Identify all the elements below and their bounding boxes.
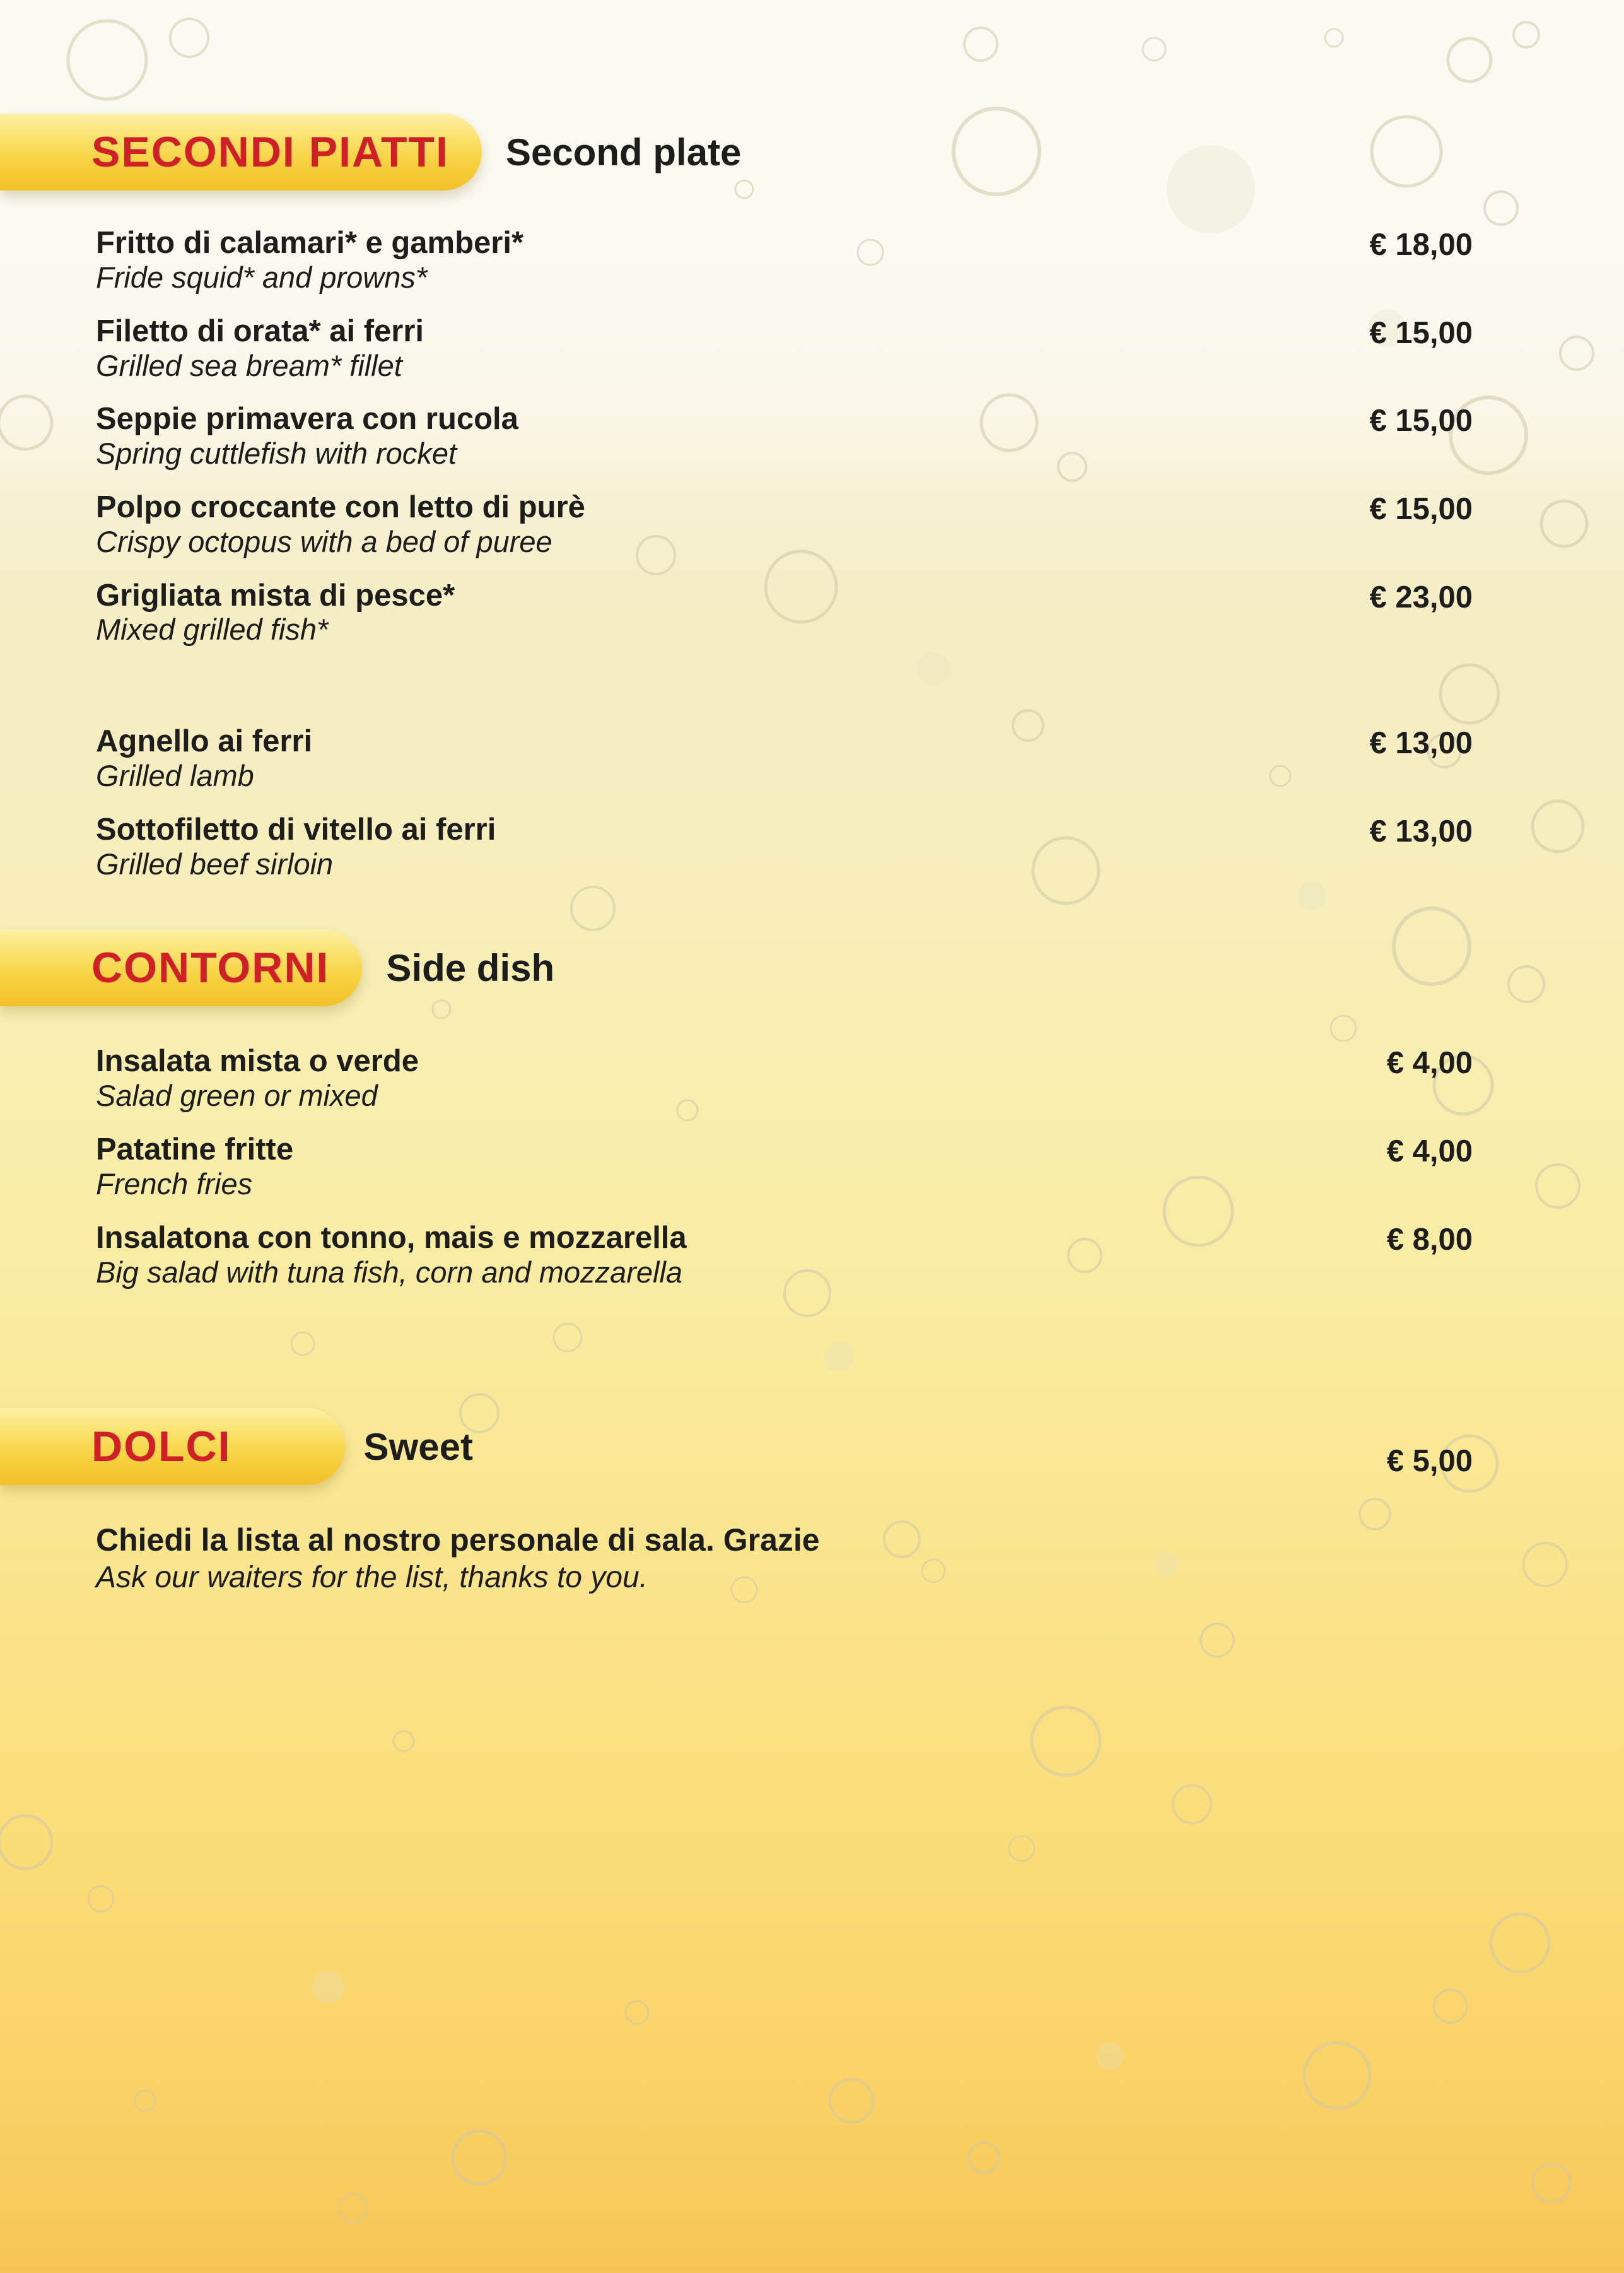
section-header-secondi-piatti: [0, 114, 1624, 191]
section-banner: [0, 1408, 345, 1485]
dish-name-en: Salad green or mixed: [96, 1079, 378, 1113]
dish-item: [96, 227, 1624, 294]
section-title-en: Sweet: [363, 1425, 473, 1468]
dish-name-it: Fritto di calamari* e gamberi*: [96, 226, 524, 260]
dish-name-it: Filetto di orata* ai ferri: [96, 314, 424, 348]
section-title-it: CONTORNI: [91, 944, 330, 992]
dish-item: [96, 491, 1624, 558]
dolci-price: € 5,00: [1386, 1444, 1473, 1479]
dish-list-contorni: [0, 1045, 1624, 1288]
dish-name-it: Insalatona con tonno, mais e mozzarella: [96, 1220, 687, 1255]
dish-list-secondi-piatti: [0, 227, 1624, 880]
dish-price: € 13,00: [1369, 814, 1473, 849]
dish-item: [96, 725, 1624, 792]
dish-price: € 15,00: [1369, 404, 1473, 438]
dish-name-en: Mixed grilled fish*: [96, 613, 329, 647]
dish-name-it: Grigliata mista di pesce*: [96, 578, 455, 613]
dish-name-it: Sottofiletto di vitello ai ferri: [96, 812, 496, 847]
dish-name-en: Crispy octopus with a bed of puree: [96, 524, 552, 558]
dish-name-en: Grilled lamb: [96, 759, 254, 793]
note-it: Chiedi la lista al nostro personale di sala. Grazie: [96, 1522, 820, 1558]
section-header-dolci: [0, 1408, 1624, 1485]
dish-item: [96, 580, 1624, 647]
section-header-contorni: [0, 929, 1624, 1006]
dish-item: [96, 814, 1624, 881]
dish-price: € 4,00: [1386, 1046, 1473, 1081]
dish-item: [96, 1045, 1624, 1112]
dish-price: € 18,00: [1369, 228, 1473, 262]
dish-price: € 15,00: [1369, 315, 1473, 350]
list-spacer: [96, 646, 1624, 704]
dish-name-en: French fries: [96, 1166, 253, 1201]
section-title-en: Side dish: [386, 946, 555, 989]
dish-name-en: Fride squid* and prowns*: [96, 260, 428, 294]
dish-price: € 4,00: [1386, 1134, 1473, 1168]
dish-price: € 8,00: [1386, 1222, 1473, 1257]
dish-name-it: Patatine fritte: [96, 1132, 294, 1166]
section-banner: [0, 114, 482, 191]
section-title-en: Second plate: [506, 131, 742, 173]
section-title-it: DOLCI: [91, 1423, 231, 1471]
dish-name-it: Insalata mista o verde: [96, 1044, 419, 1079]
dish-price: € 13,00: [1369, 726, 1473, 761]
dish-name-it: Seppie primavera con rucola: [96, 402, 518, 437]
dish-item: [96, 315, 1624, 382]
dish-name-en: Big salad with tuna fish, corn and mozzarella: [96, 1255, 683, 1289]
dish-item: [96, 403, 1624, 470]
dish-price: € 15,00: [1369, 491, 1473, 526]
dish-name-en: Spring cuttlefish with rocket: [96, 437, 457, 471]
dolci-note: [0, 1523, 1624, 1595]
dish-item: [96, 1134, 1624, 1201]
dish-name-en: Grilled beef sirloin: [96, 847, 334, 881]
section-banner: [0, 929, 362, 1006]
note-en: Ask our waiters for the list, thanks to you.: [96, 1561, 648, 1595]
dish-item: [96, 1222, 1624, 1289]
dish-name-it: Agnello ai ferri: [96, 724, 313, 759]
section-title-it: SECONDI PIATTI: [91, 128, 449, 176]
dish-name-en: Grilled sea bream* fillet: [96, 348, 402, 382]
dish-name-it: Polpo croccante con letto di purè: [96, 490, 585, 524]
dish-price: € 23,00: [1369, 580, 1473, 614]
